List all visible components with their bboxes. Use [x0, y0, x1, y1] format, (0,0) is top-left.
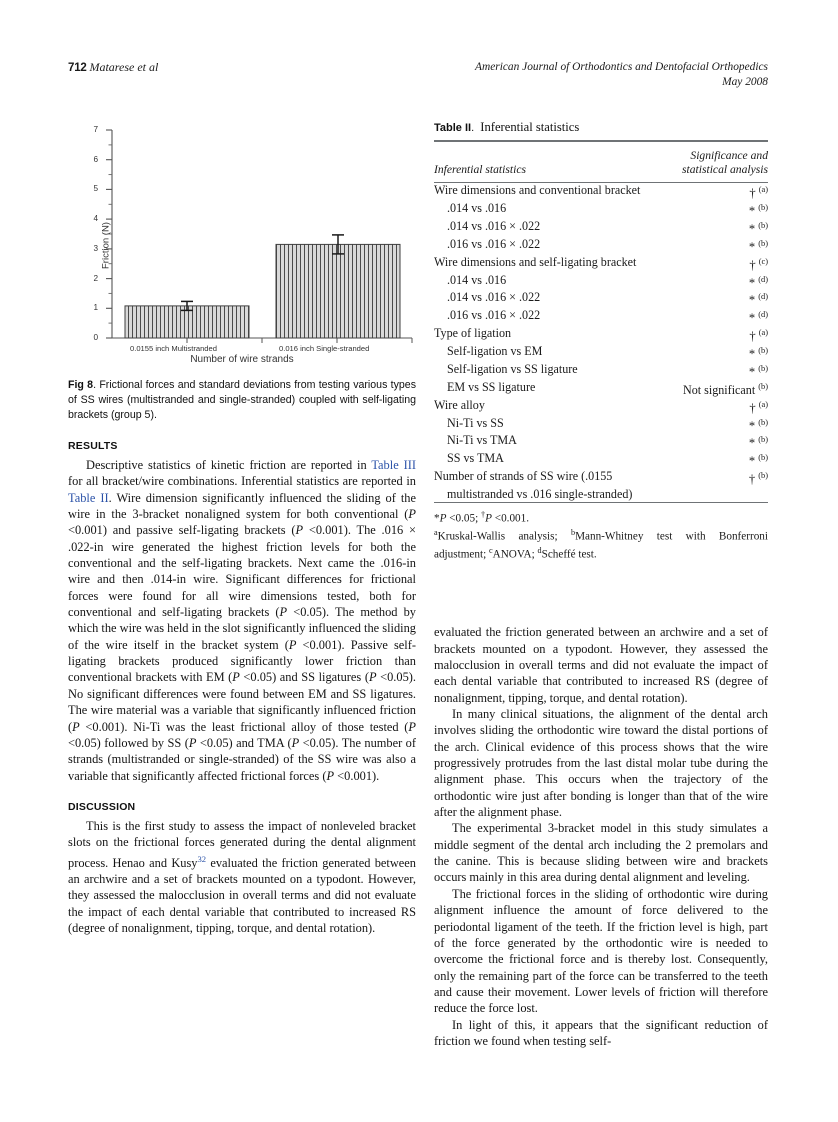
p-italic-2: P: [295, 523, 304, 538]
table-bottom-rule: [434, 502, 768, 503]
column-spacer: [434, 562, 768, 624]
table-row: [434, 326, 768, 344]
xtick-label-single-stranded: 0.016 inch Single-stranded: [279, 344, 370, 353]
footnote-star: *: [434, 512, 440, 525]
p-italic-11: P: [326, 768, 335, 783]
footnote-sup-a: a: [434, 528, 438, 538]
results-heading: RESULTS: [68, 440, 118, 452]
table-row: [434, 380, 768, 398]
p-italic-1: P: [408, 507, 416, 522]
p-italic-6: P: [368, 670, 377, 685]
p-italic-4: P: [288, 637, 297, 652]
table-row: [434, 398, 768, 416]
row-note: (a): [758, 399, 768, 409]
footnote-text-b: Mann-Whitney test with Bonferroni adjustment;: [434, 530, 768, 561]
ytick-5: 5: [93, 184, 98, 194]
table-row: [434, 219, 768, 237]
footnote-methods: [434, 526, 768, 562]
row-note: (b): [758, 471, 768, 481]
row-significance: [650, 273, 768, 291]
results-text-i: <0.05). No significant differences were found between EM and SS ligatures. The wire material was a variable that significantly influenced friction (: [68, 670, 416, 734]
results-text-d: <0.001) and passive self-ligating brackets (: [68, 523, 296, 538]
citation-32-link[interactable]: 32: [197, 853, 207, 864]
inferential-statistics-table: [434, 140, 768, 502]
discussion-paragraph-3: The experimental 3-bracket model in this study simulates a middle segment of the dental arch including the 2 premolars and the canine. This is because sliding between wire and brackets occurs mainly in this area during dental alignment and leveling.: [434, 821, 768, 885]
row-mark: *: [748, 364, 756, 379]
row-label: .014 vs .016: [447, 272, 507, 287]
results-text-n: <0.001).: [334, 768, 380, 783]
p-italic-9: P: [188, 735, 197, 750]
footnote-sup-d: d: [537, 546, 542, 556]
p-italic-7: P: [72, 719, 80, 734]
row-significance: [650, 451, 768, 469]
right-column: [434, 120, 768, 1049]
row-mark: †: [749, 400, 756, 415]
footnote-p-values: [434, 508, 768, 526]
row-significance: [650, 237, 768, 255]
row-label: Wire dimensions and conventional bracket: [434, 183, 650, 201]
table-head: [434, 141, 768, 183]
ytick-1: 1: [93, 303, 98, 313]
row-label: .016 vs .016 × .022: [447, 236, 541, 251]
table-iii-link[interactable]: Table III: [371, 458, 416, 472]
footnote-p-1: P: [439, 512, 447, 525]
row-mark: *: [748, 311, 756, 326]
col-header-significance-line2: statistical analysis: [682, 162, 768, 176]
row-mark: Not significant: [682, 382, 756, 397]
footnote-value-1: <0.05;: [446, 512, 482, 525]
chart-y-axis-label: Friction (N): [100, 222, 112, 269]
results-text-h: <0.05) and SS ligatures (: [239, 670, 369, 685]
table-row: [434, 362, 768, 380]
table-row: [434, 273, 768, 291]
results-text-f: <0.05). The method by which the wire was held in the slot significantly influenced the sliding of the wire itself in the bracket system (: [68, 605, 416, 652]
row-significance: [650, 362, 768, 380]
results-text-c: . Wire dimension significantly influenced the sliding of the wire in the 3-bracket nonaligned system for both conventional (: [68, 490, 416, 522]
row-mark: *: [748, 418, 756, 433]
row-significance: [650, 433, 768, 451]
friction-bar-chart: [68, 122, 416, 370]
row-note: (a): [758, 185, 768, 195]
row-note: (b): [758, 435, 768, 445]
row-label: .014 vs .016 × .022: [447, 218, 541, 233]
row-mark: *: [748, 436, 756, 451]
table-row: [434, 433, 768, 451]
row-note: (b): [758, 363, 768, 373]
table-ii-link[interactable]: Table II: [68, 490, 109, 505]
ytick-0: 0: [93, 333, 98, 342]
ytick-6: 6: [93, 154, 98, 164]
row-significance: [650, 469, 768, 487]
row-label: EM vs SS ligature: [447, 379, 536, 394]
row-note: (d): [758, 274, 768, 284]
footnote-sup-b: b: [570, 528, 576, 538]
row-significance: [650, 201, 768, 219]
row-label: SS vs TMA: [447, 451, 504, 466]
figure-number: Fig 8: [68, 379, 94, 391]
table-row: [434, 344, 768, 362]
running-head-left: [68, 60, 158, 75]
row-mark: *: [748, 204, 756, 219]
row-note: (b): [758, 203, 768, 213]
running-head: [68, 60, 768, 94]
results-text-l: <0.05) and TMA (: [196, 735, 292, 750]
footnote-value-2: <0.001.: [491, 512, 530, 525]
row-mark: *: [748, 454, 756, 469]
p-italic-8: P: [408, 719, 416, 734]
chart-x-axis-label: Number of wire strands: [190, 354, 294, 365]
row-significance: [650, 308, 768, 326]
row-label: multistranded vs .016 single-stranded): [447, 487, 633, 502]
row-label: Ni-Ti vs TMA: [447, 433, 517, 448]
chart-svg: [68, 122, 416, 370]
row-note: (b): [758, 346, 768, 356]
row-note: (b): [758, 381, 768, 391]
footnote-text-d: Scheffé test.: [541, 548, 597, 561]
discussion-heading: DISCUSSION: [68, 800, 136, 813]
row-mark: †: [749, 329, 756, 344]
table-row: [434, 201, 768, 219]
row-mark: *: [748, 275, 756, 290]
results-text-g: <0.001). Passive self-ligating brackets produced significantly lower friction than conventional brackets with EM (: [68, 637, 417, 685]
discussion-paragraph-2: In many clinical situations, the alignment of the dental arch involves sliding the orthodontic wire toward the distal portions of the arch. Clinical evidence of this process shows that the wire progressively protrudes from the last distal molar tube during the alignment phase. This occurs when the trajectory of the orthodontic wire just after bonding is longer than that of the wire after the alignment phase.: [434, 707, 768, 820]
row-mark: *: [748, 293, 756, 308]
ytick-7: 7: [93, 125, 98, 134]
table-title: Inferential statistics: [480, 120, 580, 134]
row-label: Number of strands of SS wire (.0155: [434, 469, 613, 484]
table-row: [434, 255, 768, 273]
results-paragraph: [68, 457, 416, 784]
row-label: Ni-Ti vs SS: [447, 415, 504, 430]
row-note: (d): [758, 310, 768, 320]
row-label: Wire alloy: [434, 397, 485, 412]
table-footnotes: [434, 508, 768, 562]
table-label-sep: .: [471, 122, 475, 134]
footnote-sup-c: c: [489, 546, 493, 556]
left-column: [68, 120, 416, 936]
row-significance: [650, 326, 768, 344]
results-text-j: <0.001). Ni-Ti was the least frictional alloy of those tested (: [79, 719, 409, 734]
table-row: [434, 308, 768, 326]
figure-caption-text: . Frictional forces and standard deviations from testing various types of SS wires (multistranded and single-stranded) coupled with self-ligating brackets (group 5).: [68, 379, 416, 421]
issue-date: May 2008: [722, 75, 768, 88]
row-mark: *: [748, 221, 756, 236]
table-body: [434, 183, 768, 502]
running-head-right: [475, 60, 768, 89]
bar-single-stranded: [276, 244, 400, 338]
figure-caption: [68, 378, 416, 423]
row-note: (b): [758, 453, 768, 463]
discussion-paragraph-5: In light of this, it appears that the significant reduction of friction we found when testing self-: [434, 1017, 768, 1048]
row-significance: [650, 255, 768, 273]
footnote-dagger: †: [481, 509, 486, 519]
col-header-significance: [650, 141, 768, 183]
row-note: (b): [758, 417, 768, 427]
results-text-a: Descriptive statistics of kinetic friction are reported in: [86, 458, 372, 472]
row-note: (d): [758, 292, 768, 302]
p-italic-5: P: [232, 670, 240, 685]
table-label: Table II: [434, 122, 472, 134]
figure-8: [68, 120, 416, 370]
discussion-text-a: This is the first study to assess the impact of nonleveled bracket slots on the frictional forces generated during the dental alignment process. Henao and Kusy: [68, 818, 416, 870]
row-mark: †: [749, 186, 756, 201]
page-number: 712: [68, 62, 87, 74]
table-row: [434, 451, 768, 469]
results-text-e: <0.001). The .016 × .022-in wire generated the highest friction levels for both the conventional and the self-ligating brackets. Next came the .016-in wire and then .014-in wire. Significant differences for frictional forces were found for all wire dimensions tested, both for conventional and self-ligating brackets (: [68, 523, 416, 620]
table-caption: [434, 120, 768, 135]
discussion-paragraph-1-continued: evaluated the friction generated between an archwire and a set of brackets mounted on a typodont. However, they assessed the malocclusion in overall terms and did not evaluate the impact of each dental variable that contributed to increased RS (degree of nonalignment, tipping, torque, and dental rotation).: [434, 625, 768, 705]
table-row: [434, 183, 768, 201]
row-significance: [650, 290, 768, 308]
table-row: [434, 237, 768, 255]
results-text-k: <0.05) followed by SS (: [68, 735, 189, 750]
results-text-m: <0.05). The number of strands (multistranded or single-stranded) of the SS wire was also a variable that significantly affected frictional forces (: [68, 735, 416, 783]
row-mark: †: [748, 472, 756, 487]
row-label: .014 vs .016: [447, 201, 507, 216]
row-note: (c): [758, 256, 768, 266]
table-header-row: [434, 141, 768, 183]
row-label: Type of ligation: [434, 326, 512, 341]
discussion-paragraph-1: [68, 818, 416, 937]
row-label: .016 vs .016 × .022: [447, 308, 541, 323]
journal-name: American Journal of Orthodontics and Dentofacial Orthopedics: [475, 61, 768, 73]
row-significance: [650, 183, 768, 201]
row-mark: *: [748, 347, 756, 362]
row-significance: [650, 487, 768, 502]
row-label: Self-ligation vs EM: [447, 344, 543, 359]
results-text-b: for all bracket/wire combinations. Inferential statistics are reported in: [68, 474, 416, 489]
row-significance: [650, 219, 768, 237]
footnote-text-a: Kruskal-Wallis analysis;: [437, 530, 571, 543]
table-row: [434, 290, 768, 308]
row-note: (b): [758, 220, 768, 230]
xtick-label-multistranded: 0.0155 inch Multistranded: [130, 344, 217, 353]
row-note: (a): [758, 328, 768, 338]
p-italic-3: P: [279, 605, 288, 620]
footnote-text-c: ANOVA;: [492, 548, 538, 561]
discussion-text-b: evaluated the friction generated between an archwire and a set of brackets mounted on a typodont. However, they assessed the malocclusion in overall terms and did not evaluate the impact of each dental variable that contributed to increased RS (degree of nonalignment, tipping, torque, and dental rotation).: [68, 855, 416, 936]
p-italic-10: P: [291, 735, 300, 750]
ytick-3: 3: [93, 243, 98, 253]
row-label: .014 vs .016 × .022: [447, 290, 541, 305]
table-row: [434, 469, 768, 487]
running-head-authors: Matarese et al: [89, 60, 159, 74]
row-mark: †: [749, 257, 756, 272]
row-significance: [650, 398, 768, 416]
col-header-significance-line1: Significance and: [690, 149, 768, 162]
ytick-4: 4: [93, 214, 98, 224]
col-header-inferential-statistics: Inferential statistics: [434, 141, 650, 183]
table-row: [434, 487, 768, 502]
ytick-2: 2: [93, 273, 98, 283]
row-significance: [650, 380, 768, 398]
row-significance: [650, 344, 768, 362]
row-label: Wire dimensions and self-ligating bracket: [434, 254, 637, 269]
table-row: [434, 416, 768, 434]
row-label: Self-ligation vs SS ligature: [447, 361, 578, 376]
footnote-p-2: P: [485, 512, 492, 525]
row-note: (b): [758, 238, 768, 248]
row-mark: *: [748, 239, 756, 254]
discussion-paragraph-4: The frictional forces in the sliding of orthodontic wire during alignment influence the amount of force delivered to the periodontal ligament of the teeth. If the friction level is high, part of the force generated by the orthodontic wire is needed to overcome the frictional force and is thereby lost. Consequently, only the remaining part of the force can be transferred to the teeth and cause their movement. Lower levels of friction will therefore reduce the force lost.: [434, 886, 768, 1016]
row-significance: [650, 416, 768, 434]
